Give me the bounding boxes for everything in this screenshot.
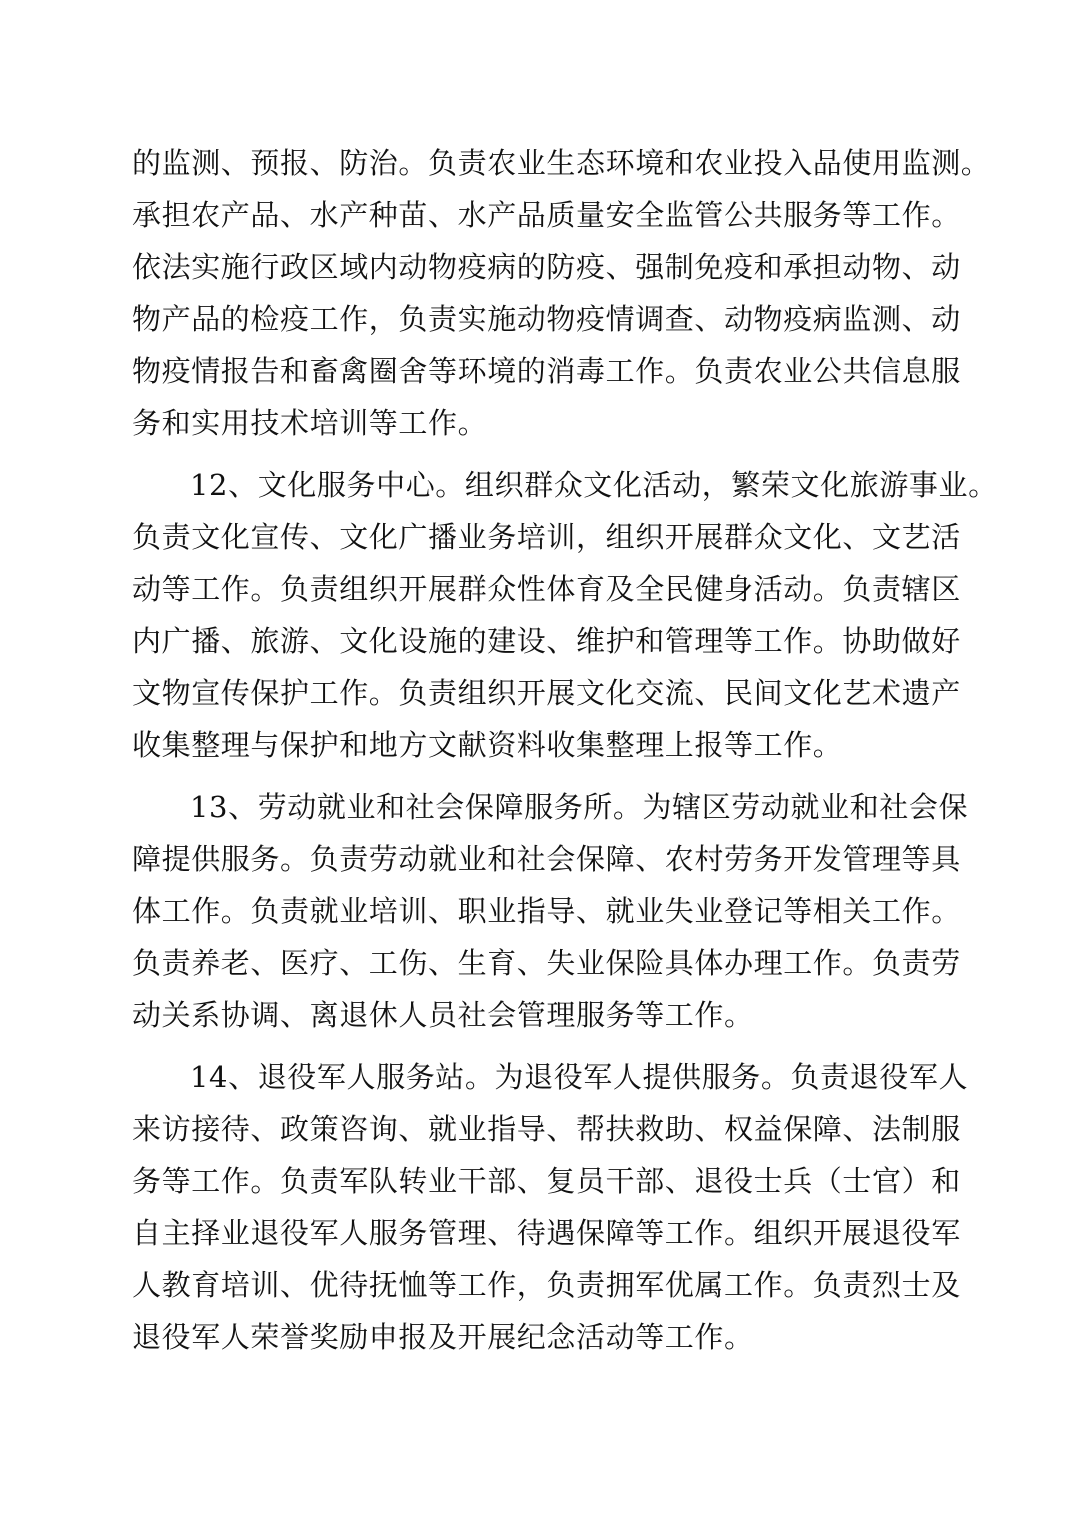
text-line: 物疫情报告和畜禽圈舍等环境的消毒工作。负责农业公共信息服 [132,354,961,388]
text-line: 务和实用技术培训等工作。 [132,406,488,440]
text-line: 来访接待、政策咨询、就业指导、帮扶救助、权益保障、法制服 [132,1112,961,1146]
text-line: 务等工作。负责军队转业干部、复员干部、退役士兵（士官）和 [132,1164,961,1198]
text-line: 体工作。负责就业培训、职业指导、就业失业登记等相关工作。 [132,894,961,928]
paragraph-13-heading-line: 13、劳动就业和社会保障服务所。为辖区劳动就业和社会保 [190,790,969,824]
text-line: 的监测、预报、防治。负责农业生态环境和农业投入品使用监测。 [132,146,991,180]
text-line: 收集整理与保护和地方文献资料收集整理上报等工作。 [132,728,843,762]
text-line: 依法实施行政区域内动物疫病的防疫、强制免疫和承担动物、动 [132,250,961,284]
text-line: 负责文化宣传、文化广播业务培训，组织开展群众文化、文艺活 [132,520,961,554]
text-line: 人教育培训、优待抚恤等工作，负责拥军优属工作。负责烈士及 [132,1268,961,1302]
text-line: 退役军人荣誉奖励申报及开展纪念活动等工作。 [132,1320,754,1354]
text-line: 承担农产品、水产种苗、水产品质量安全监管公共服务等工作。 [132,198,961,232]
text-line: 内广播、旅游、文化设施的建设、维护和管理等工作。协助做好 [132,624,961,658]
paragraph-12-heading-line: 12、文化服务中心。组织群众文化活动，繁荣文化旅游事业。 [190,468,998,502]
paragraph-14-heading-line: 14、退役军人服务站。为退役军人提供服务。负责退役军人 [190,1060,969,1094]
text-line: 物产品的检疫工作，负责实施动物疫情调查、动物疫病监测、动 [132,302,961,336]
text-line: 文物宣传保护工作。负责组织开展文化交流、民间文化艺术遗产 [132,676,961,710]
text-line: 动等工作。负责组织开展群众性体育及全民健身活动。负责辖区 [132,572,961,606]
text-line: 障提供服务。负责劳动就业和社会保障、农村劳务开发管理等具 [132,842,961,876]
text-line: 动关系协调、离退休人员社会管理服务等工作。 [132,998,754,1032]
text-line: 自主择业退役军人服务管理、待遇保障等工作。组织开展退役军 [132,1216,961,1250]
text-line: 负责养老、医疗、工伤、生育、失业保险具体办理工作。负责劳 [132,946,961,980]
